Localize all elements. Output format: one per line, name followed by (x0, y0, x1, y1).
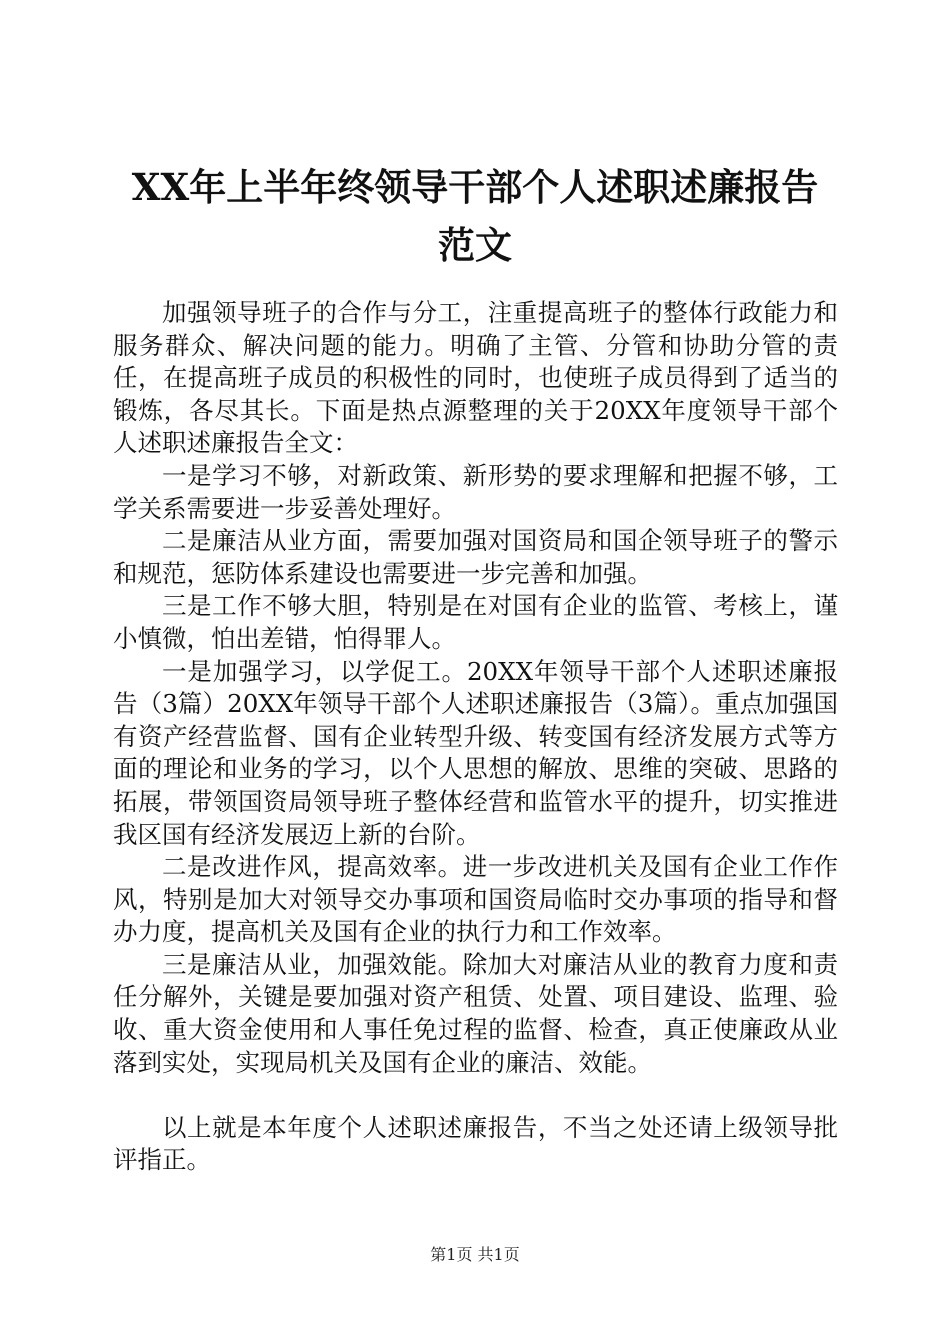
page-footer: 第1页 共1页 (430, 1245, 520, 1264)
document-body (113, 297, 838, 1177)
document-title: XX年上半年终领导干部个人述职述廉报告范文 (131, 165, 819, 267)
paragraph-measure-1: 一是加强学习，以学促工。20XX年领导干部个人述职述廉报告（3篇）20XX年领导干部个人述职述廉报告（3篇）。重点加强国有资产经营监督、国有企业转型升级、转变国有经济发展方式等方面的理论和业务的学习，以个人思想的解放、思维的突破、思路的拓展，带领国资局领导班子整体经营和监管水平的提升，切实推进我区国有经济发展迈上新的台阶。 (113, 656, 838, 849)
paragraph-problem-2: 二是廉洁从业方面，需要加强对国资局和国企领导班子的警示和规范，惩防体系建设也需要进一步完善和加强。 (113, 526, 838, 588)
paragraph-intro: 加强领导班子的合作与分工，注重提高班子的整体行政能力和服务群众、解决问题的能力。明确了主管、分管和协助分管的责任，在提高班子成员的积极性的同时，也使班子成员得到了适当的锻炼，各尽其长。下面是热点源整理的关于20XX年度领导干部个人述职述廉报告全文： (113, 298, 838, 458)
paragraph-spacer (113, 1079, 838, 1112)
paragraph-problem-3: 三是工作不够大胆，特别是在对国有企业的监管、考核上，谨小慎微，怕出差错，怕得罪人。 (113, 591, 838, 653)
paragraph-closing: 以上就是本年度个人述职述廉报告，不当之处还请上级领导批评指正。 (113, 1112, 838, 1175)
paragraph-measure-3: 三是廉洁从业，加强效能。除加大对廉洁从业的教育力度和责任分解外，关键是要加强对资产租赁、处置、项目建设、监理、验收、重大资金使用和人事任免过程的监督、检查，真正使廉政从业落到实处，实现局机关及国有企业的廉洁、效能。 (113, 949, 838, 1077)
paragraph-measure-2: 二是改进作风，提高效率。进一步改进机关及国有企业工作作风，特别是加大对领导交办事项和国资局临时交办事项的指导和督办力度，提高机关及国有企业的执行力和工作效率。 (113, 852, 838, 947)
paragraph-problem-1: 一是学习不够，对新政策、新形势的要求理解和把握不够，工学关系需要进一步妥善处理好。 (113, 460, 838, 523)
